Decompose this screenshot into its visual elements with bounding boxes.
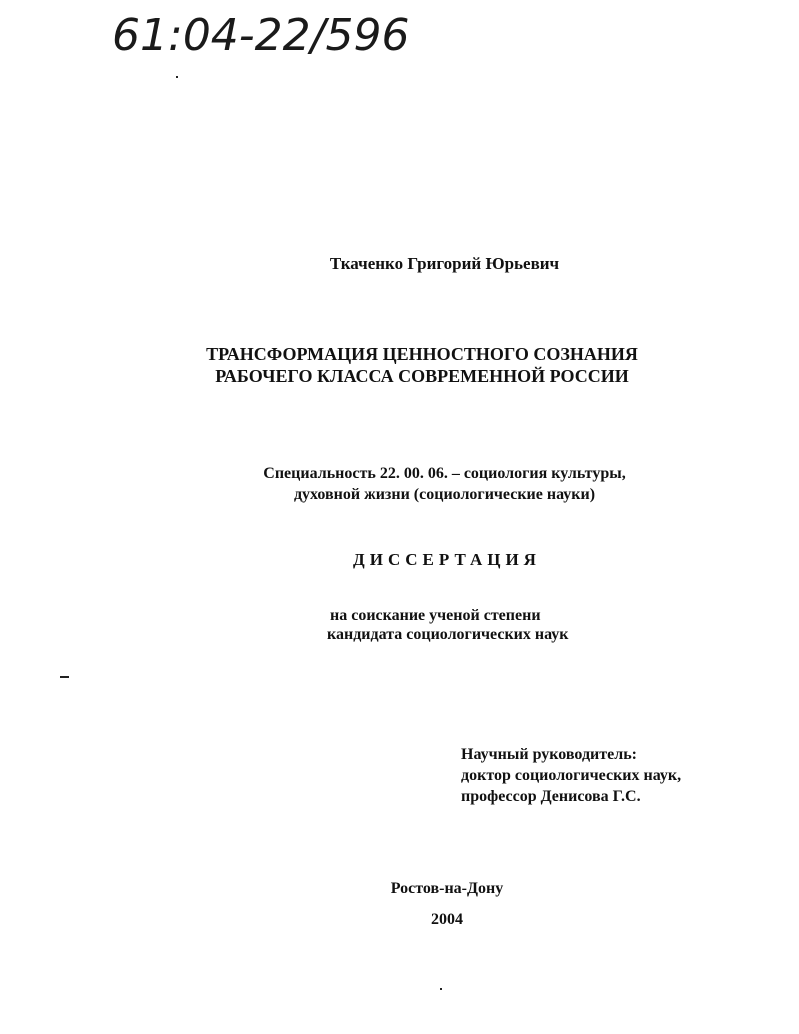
scan-speck (176, 76, 178, 78)
year: 2004 (431, 911, 463, 928)
title-line-1: ТРАНСФОРМАЦИЯ ЦЕННОСТНОГО СОЗНАНИЯ (206, 344, 638, 364)
degree-line-1: на соискание ученой степени (330, 607, 541, 624)
scan-speck (60, 676, 69, 678)
specialty (0, 463, 799, 505)
archive-mark-text: 61:04-22/596 (112, 10, 410, 61)
city: Ростов-на-Дону (390, 880, 504, 897)
author-name: Ткаченко Григорий Юрьевич (329, 254, 560, 273)
supervisor-name: профессор Денисова Г.С. (461, 788, 641, 805)
degree-line-2: кандидата социологических наук (327, 626, 569, 643)
supervisor-label: Научный руководитель: (461, 746, 637, 763)
specialty-line-2: духовной жизни (социологические науки) (293, 486, 596, 503)
supervisor-block (461, 744, 681, 807)
dissertation-title (0, 343, 799, 387)
document-type: ДИССЕРТАЦИЯ (353, 550, 541, 569)
supervisor-degree: доктор социологических наук, (461, 767, 682, 784)
scan-speck (440, 988, 442, 990)
handwritten-archive-mark (112, 4, 532, 66)
title-line-2: РАБОЧЕГО КЛАССА СОВРЕМЕННОЙ РОССИИ (215, 366, 629, 386)
specialty-line-1: Специальность 22. 00. 06. – социология культуры, (263, 465, 626, 482)
